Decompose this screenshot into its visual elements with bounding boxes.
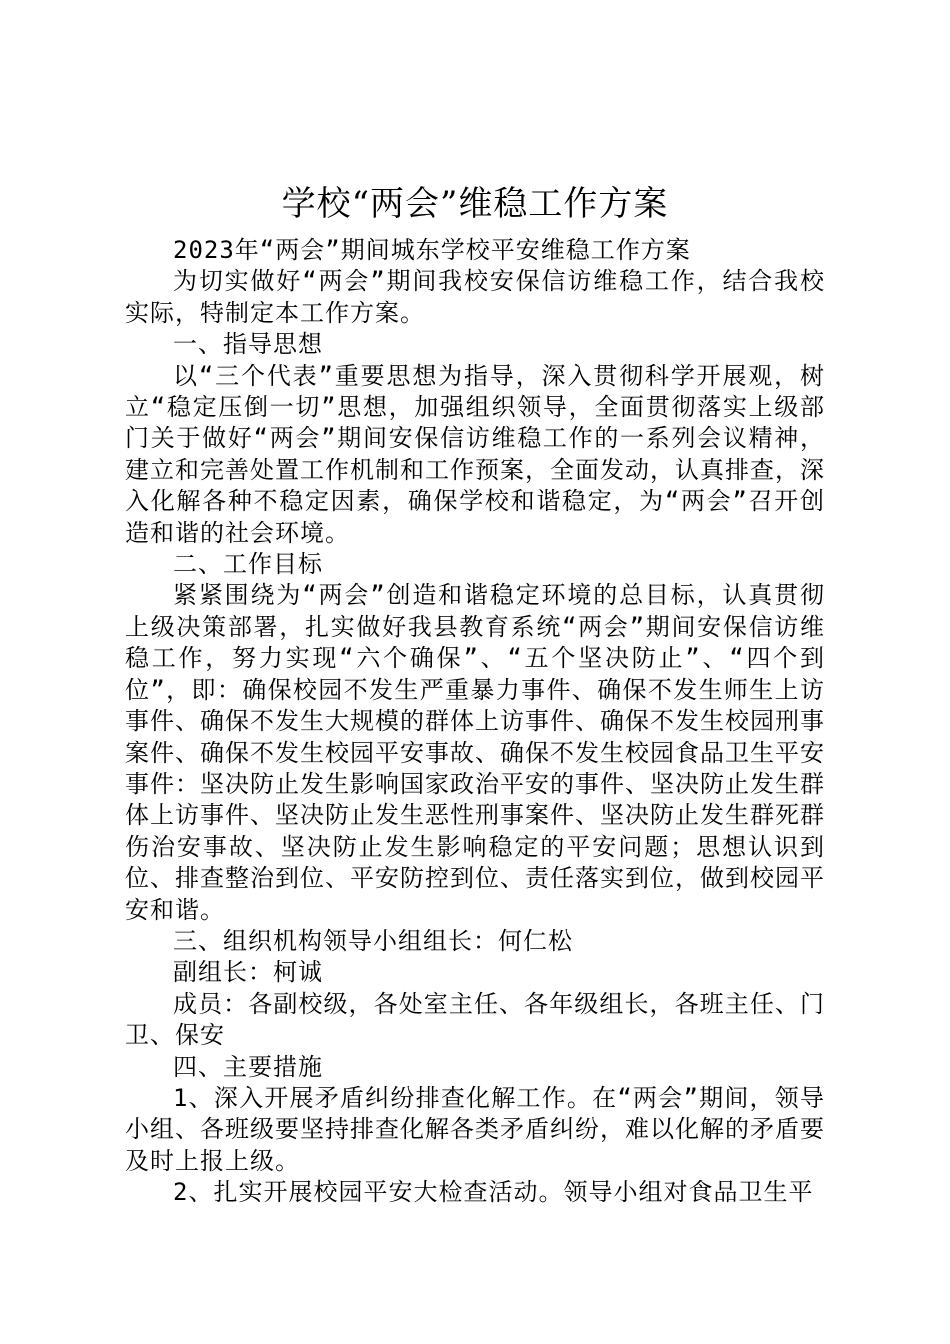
members-line: 成员：各副校级，各处室主任、各年级组长，各班主任、门卫、保安 — [125, 989, 825, 1050]
work-goals-paragraph: 紧紧围绕为“两会”创造和谐稳定环境的总目标，认真贯彻上级决策部署，扎实做好我县教育系统“两会”期间安保信访维稳工作，努力实现“六个确保”、“五个坚决防止”、“四个到位”，即：确保校园不发生严重暴力事件、确保不发生师生上访事件、确保不发生大规模的群体上访事件、确保不发生校园刑事案件、确保不发生校园平安事故、确保不发生校园食品卫生平安事件：坚决防止发生影响国家政治平安的事件、坚决防止发生群体上访事件、坚决防止发生恶性刑事案件、坚决防止发生群死群伤治安事故、坚决防止发生影响稳定的平安问题；思想认识到位、排查整治到位、平安防控到位、责任落实到位，做到校园平安和谐。 — [125, 581, 825, 924]
guiding-ideology-paragraph: 以“三个代表”重要思想为指导，深入贯彻科学开展观，树立“稳定压倒一切”思想，加强组织领导，全面贯彻落实上级部门关于做好“两会”期间安保信访维稳工作的一系列会议精神，建立和完善处置工作机制和工作预案，全面发动，认真排查，深入化解各种不稳定因素，确保学校和谐稳定，为“两会”召开创造和谐的社会环境。 — [125, 361, 825, 547]
measure-1-paragraph: 1、深入开展矛盾纠纷排查化解工作。在“两会”期间，领导小组、各班级要坚持排查化解各类矛盾纠纷，难以化解的矛盾要及时上报上级。 — [125, 1083, 825, 1175]
deputy-leader-line: 副组长：柯诚 — [173, 958, 323, 987]
measure-2-paragraph: 2、扎实开展校园平安大检查活动。领导小组对食品卫生平 — [173, 1178, 814, 1207]
document-subtitle: 2023年“两会”期间城东学校平安维稳工作方案 — [173, 236, 691, 264]
section-heading-main-measures: 四、主要措施 — [173, 1052, 323, 1081]
section-heading-guiding-ideology: 一、指导思想 — [173, 330, 323, 359]
document-title: 学校“两会”维稳工作方案 — [281, 184, 669, 224]
intro-paragraph: 为切实做好“两会”期间我校安保信访维稳工作，结合我校实际，特制定本工作方案。 — [125, 267, 825, 327]
section-heading-work-goals: 二、工作目标 — [173, 550, 323, 579]
section-heading-organization: 三、组织机构领导小组组长：何仁松 — [173, 926, 573, 955]
document-body — [125, 235, 825, 1209]
